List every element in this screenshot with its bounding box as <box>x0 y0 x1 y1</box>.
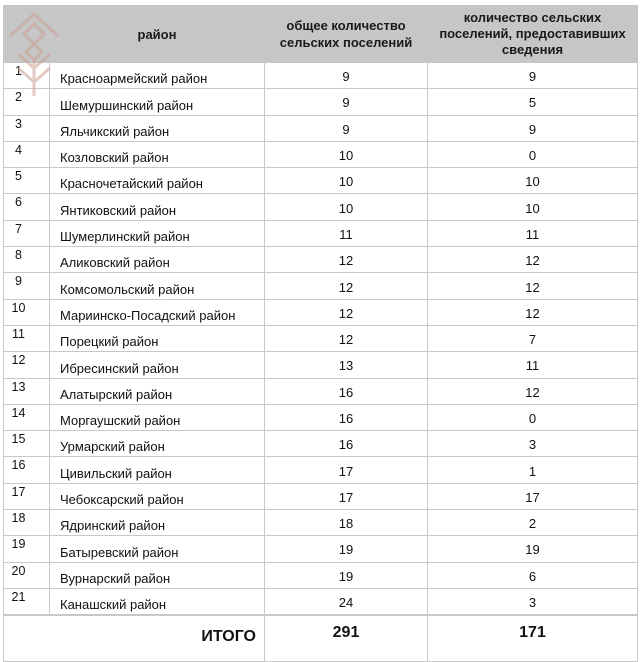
district-name: Янтиковский район <box>50 194 265 220</box>
row-number: 9 <box>4 273 50 299</box>
table-row <box>4 247 638 273</box>
row-number: 13 <box>4 378 50 404</box>
settlements-table <box>3 5 638 662</box>
district-name: Ибресинский район <box>50 352 265 378</box>
district-name: Моргаушский район <box>50 404 265 430</box>
table-row <box>4 63 638 89</box>
district-name: Батыревский район <box>50 536 265 562</box>
reported-settlements: 12 <box>428 247 638 273</box>
reported-settlements: 12 <box>428 273 638 299</box>
table-row <box>4 325 638 351</box>
row-number: 21 <box>4 588 50 615</box>
district-name: Чебоксарский район <box>50 483 265 509</box>
row-number: 3 <box>4 115 50 141</box>
row-number: 4 <box>4 141 50 167</box>
district-name: Цивильский район <box>50 457 265 483</box>
total-settlements: 12 <box>265 273 428 299</box>
table-row <box>4 536 638 562</box>
reported-settlements: 11 <box>428 352 638 378</box>
district-name: Аликовский район <box>50 247 265 273</box>
row-number: 10 <box>4 299 50 325</box>
total-settlements: 16 <box>265 378 428 404</box>
reported-settlements: 3 <box>428 588 638 615</box>
district-name: Канашский район <box>50 588 265 615</box>
district-name: Мариинско-Посадский район <box>50 299 265 325</box>
table-row <box>4 562 638 588</box>
reported-settlements: 0 <box>428 141 638 167</box>
row-number: 11 <box>4 325 50 351</box>
total-settlements: 19 <box>265 536 428 562</box>
district-name: Козловский район <box>50 141 265 167</box>
total-settlements: 10 <box>265 194 428 220</box>
total-settlements: 9 <box>265 115 428 141</box>
header-reported-settlements: количество сельских поселений, предоставивших сведения <box>428 6 638 63</box>
district-name: Алатырский район <box>50 378 265 404</box>
table-row <box>4 431 638 457</box>
reported-settlements: 17 <box>428 483 638 509</box>
row-number: 14 <box>4 404 50 430</box>
district-name: Шемуршинский район <box>50 89 265 115</box>
district-name: Вурнарский район <box>50 562 265 588</box>
table-row <box>4 510 638 536</box>
row-number: 19 <box>4 536 50 562</box>
total-settlements: 11 <box>265 220 428 246</box>
reported-settlements-sum: 171 <box>428 615 638 662</box>
row-number: 8 <box>4 247 50 273</box>
header-total-settlements: общее количество сельских поселений <box>265 6 428 63</box>
total-settlements: 17 <box>265 457 428 483</box>
total-settlements-sum: 291 <box>265 615 428 662</box>
table-body <box>4 63 638 616</box>
table-row <box>4 273 638 299</box>
table-row <box>4 220 638 246</box>
district-name: Красночетайский район <box>50 168 265 194</box>
reported-settlements: 9 <box>428 63 638 89</box>
table-header-row <box>4 6 638 63</box>
header-number <box>4 6 50 63</box>
table-row <box>4 483 638 509</box>
reported-settlements: 6 <box>428 562 638 588</box>
reported-settlements: 7 <box>428 325 638 351</box>
total-settlements: 10 <box>265 141 428 167</box>
header-district: район <box>50 6 265 63</box>
table-row <box>4 168 638 194</box>
table-row <box>4 115 638 141</box>
total-settlements: 12 <box>265 299 428 325</box>
row-number: 6 <box>4 194 50 220</box>
total-settlements: 24 <box>265 588 428 615</box>
row-number: 1 <box>4 63 50 89</box>
total-settlements: 10 <box>265 168 428 194</box>
district-name: Комсомольский район <box>50 273 265 299</box>
total-settlements: 17 <box>265 483 428 509</box>
district-name: Порецкий район <box>50 325 265 351</box>
district-name: Красноармейский район <box>50 63 265 89</box>
row-number: 2 <box>4 89 50 115</box>
district-name: Ядринский район <box>50 510 265 536</box>
reported-settlements: 3 <box>428 431 638 457</box>
table-row <box>4 404 638 430</box>
table-row <box>4 141 638 167</box>
table-row <box>4 194 638 220</box>
row-number: 17 <box>4 483 50 509</box>
table-total-row <box>4 615 638 662</box>
reported-settlements: 2 <box>428 510 638 536</box>
reported-settlements: 9 <box>428 115 638 141</box>
total-label: ИТОГО <box>4 615 265 662</box>
reported-settlements: 12 <box>428 299 638 325</box>
reported-settlements: 11 <box>428 220 638 246</box>
table-row <box>4 378 638 404</box>
district-name: Шумерлинский район <box>50 220 265 246</box>
settlements-table-container <box>3 5 637 662</box>
total-settlements: 9 <box>265 63 428 89</box>
row-number: 18 <box>4 510 50 536</box>
total-settlements: 12 <box>265 325 428 351</box>
district-name: Яльчикский район <box>50 115 265 141</box>
reported-settlements: 5 <box>428 89 638 115</box>
reported-settlements: 10 <box>428 194 638 220</box>
total-settlements: 16 <box>265 431 428 457</box>
row-number: 20 <box>4 562 50 588</box>
row-number: 5 <box>4 168 50 194</box>
reported-settlements: 10 <box>428 168 638 194</box>
reported-settlements: 12 <box>428 378 638 404</box>
row-number: 12 <box>4 352 50 378</box>
total-settlements: 13 <box>265 352 428 378</box>
total-settlements: 19 <box>265 562 428 588</box>
total-settlements: 9 <box>265 89 428 115</box>
district-name: Урмарский район <box>50 431 265 457</box>
reported-settlements: 19 <box>428 536 638 562</box>
row-number: 7 <box>4 220 50 246</box>
table-row <box>4 457 638 483</box>
row-number: 15 <box>4 431 50 457</box>
table-row <box>4 299 638 325</box>
reported-settlements: 0 <box>428 404 638 430</box>
reported-settlements: 1 <box>428 457 638 483</box>
table-row <box>4 588 638 615</box>
total-settlements: 16 <box>265 404 428 430</box>
row-number: 16 <box>4 457 50 483</box>
total-settlements: 12 <box>265 247 428 273</box>
total-settlements: 18 <box>265 510 428 536</box>
table-row <box>4 89 638 115</box>
table-row <box>4 352 638 378</box>
